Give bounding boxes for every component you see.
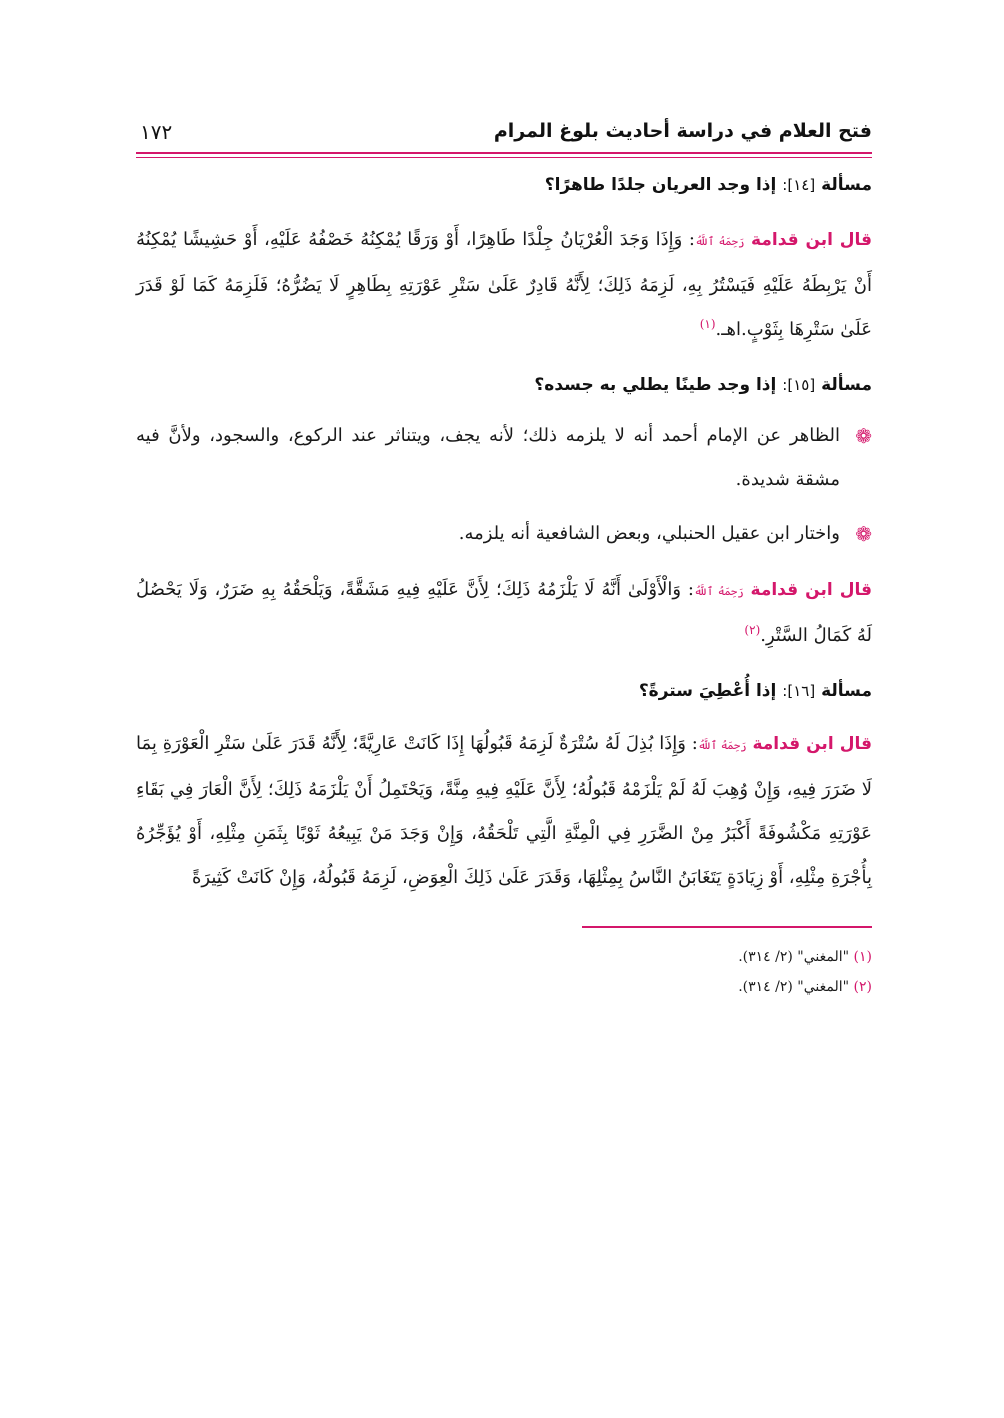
quote-paragraph-16	[136, 722, 872, 900]
bullet-item-2	[136, 512, 872, 556]
footnote-1	[136, 942, 872, 972]
question-label: مسألة	[821, 375, 872, 395]
speaker-label: قال ابن قدامة	[750, 580, 872, 600]
speaker-label: قال ابن قدامة	[751, 230, 872, 250]
page	[136, 100, 872, 1002]
book-title: فتح العلام في دراسة أحاديث بلوغ المرام	[493, 120, 872, 142]
bullet-text: واختار ابن عقيل الحنبلي، وبعض الشافعية أنه يلزمه.	[458, 523, 840, 544]
footnote-ref[interactable]: (١)	[699, 317, 716, 331]
footnote-text: "المغني" (٢/ ٣١٤).	[738, 949, 850, 965]
header-rule-thin	[136, 157, 872, 158]
question-number: [١٤]:	[782, 176, 816, 194]
footnote-2	[136, 972, 872, 1002]
rahimahu-glyph: رَحِمَهُ ٱللَّهُ	[697, 739, 747, 752]
question-label: مسألة	[821, 681, 872, 701]
page-header	[136, 100, 872, 154]
footnote-number: (١)	[853, 949, 872, 965]
quote-text: : وَإِذَا وَجَدَ الْعُرْيَانُ جِلْدًا طَاهِرًا، أَوْ وَرَقًا يُمْكِنُهُ خَصْفُهُ عَلَيْهِ، أَوْ حَشِيشًا يُمْكِنُهُ أَنْ يَرْبِطَهُ عَلَيْهِ فَيَسْتُرُ بِهِ، لَزِمَهُ ذَلِكَ؛ لِأَنَّهُ قَادِرٌ عَلَىٰ سَتْرِ عَوْرَتِهِ بِطَاهِرٍ لَا يَضُرُّهُ؛ فَلَزِمَهُ كَمَا لَوْ قَدَرَ عَلَىٰ سَتْرِهَا بِثَوْبٍ.اهـ.	[136, 229, 872, 340]
footnote-number: (٢)	[853, 979, 872, 995]
speaker-label: قال ابن قدامة	[752, 734, 872, 754]
question-heading-14	[136, 170, 872, 200]
footnote-ref[interactable]: (٢)	[744, 623, 761, 637]
bullet-text: الظاهر عن الإمام أحمد أنه لا يلزمه ذلك؛ لأنه يجف، ويتناثر عند الركوع، والسجود، ولأنَّ فيه مشقة شديدة.	[136, 425, 840, 490]
flower-bullet-icon: ❁	[855, 522, 872, 546]
quote-text: : وَإِذَا بُذِلَ لَهُ سُتْرَةٌ لَزِمَهُ قَبُولُهَا إِذَا كَانَتْ عَارِيَّةً؛ لِأَنَّهُ قَدَرَ عَلَىٰ سَتْرِ الْعَوْرَةِ بِمَا لَا ضَرَرَ فِيهِ، وَإِنْ وُهِبَ لَهُ لَمْ يَلْزَمْهُ قَبُولُهُ؛ لِأَنَّ عَلَيْهِ فِيهِ مِنَّةً، وَيَحْتَمِلُ أَنْ يَلْزَمَهُ ذَلِكَ؛ لِأَنَّ الْعَارَ فِي بَقَاءِ عَوْرَتِهِ مَكْشُوفَةً أَكْبَرُ مِنْ الضَّرَرِ فِي الْمِنَّةِ الَّتِي تَلْحَقُهُ، وَإِنْ وَجَدَ مَنْ يَبِيعُهُ ثَوْبًا بِثَمَنِ مِثْلِهِ، أَوْ يُؤَجِّرُهُ بِأُجْرَةِ مِثْلِهِ، أَوْ زِيَادَةٍ يَتَغَابَنُ النَّاسُ بِمِثْلِهَا، وَقَدَرَ عَلَىٰ ذَلِكَ الْعِوَضِ، لَزِمَهُ قَبُولُهُ، وَإِنْ كَانَتْ كَثِيرَةً	[136, 733, 872, 888]
question-heading-16	[136, 676, 872, 706]
rahimahu-glyph: رَحِمَهُ ٱللَّهُ	[694, 235, 745, 248]
question-text: إذا أُعْطِيَ سترةً؟	[638, 681, 777, 701]
question-text: إذا وجد طينًا يطلي به جسده؟	[534, 375, 777, 395]
page-number: ١٧٢	[140, 120, 173, 144]
rahimahu-glyph: رَحِمَهُ ٱللَّهُ	[693, 585, 744, 598]
flower-bullet-icon: ❁	[855, 424, 872, 448]
header-rule	[136, 152, 872, 154]
quote-paragraph-15	[136, 568, 872, 658]
bullet-item-1	[136, 414, 872, 502]
quote-text: : وَالْأَوْلَىٰ أَنَّهُ لَا يَلْزَمُهُ ذَلِكَ؛ لِأَنَّ عَلَيْهِ فِيهِ مَشَقَّةً، وَيَلْحَقُهُ بِهِ ضَرَرٌ، وَلَا يَحْصُلُ لَهُ كَمَالُ السَّتْرِ.	[136, 579, 872, 646]
question-number: [١٥]:	[782, 376, 816, 394]
question-text: إذا وجد العريان جلدًا طاهرًا؟	[544, 175, 777, 195]
question-label: مسألة	[821, 175, 872, 195]
question-heading-15	[136, 370, 872, 400]
question-number: [١٦]:	[782, 682, 816, 700]
footnote-text: "المغني" (٢/ ٣١٤).	[738, 979, 850, 995]
quote-paragraph-14	[136, 218, 872, 352]
